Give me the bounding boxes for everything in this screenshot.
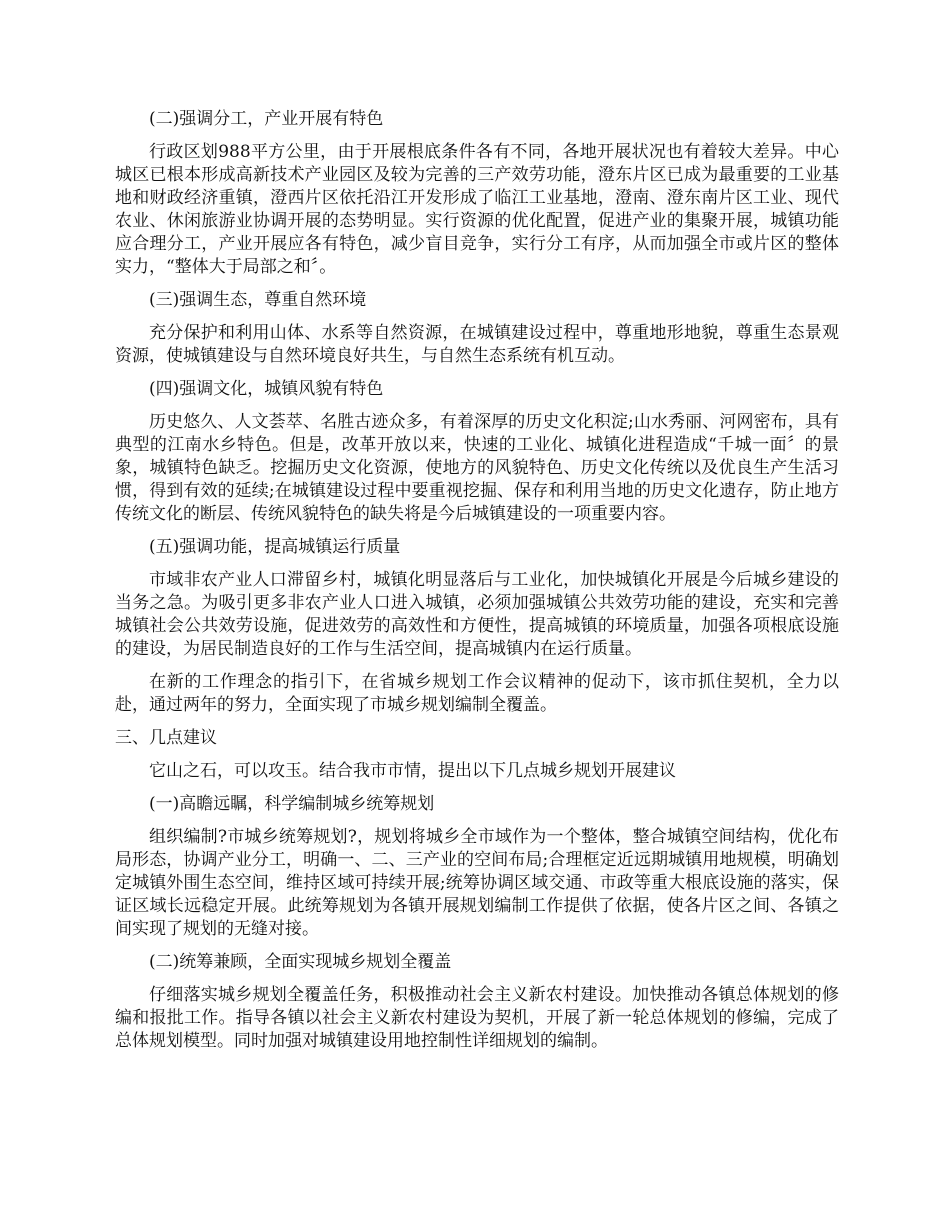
subheading-function: (五)强调功能，提高城镇运行质量 <box>149 537 401 557</box>
paragraph-coverage: 仔细落实城乡规划全覆盖任务，积极推动社会主义新农村建设。加快推动各镇总体规划的修编和报批工作。指导各镇以社会主义新农村建设为契机，开展了新一轮总体规划的修编，完成了总体规划模型。同时加强对城镇建设用地控制性详细规划的编制。 <box>115 985 839 1051</box>
paragraph-summary: 在新的工作理念的指引下，在省城乡规划工作会议精神的促动下，该市抓住契机，全力以赴，通过两年的努力，全面实现了市城乡规划编制全覆盖。 <box>115 672 839 715</box>
subheading-division-of-labor: (二)强调分工，产业开展有特色 <box>149 109 384 129</box>
document-page <box>115 108 839 1063</box>
paragraph-culture: 历史悠久、人文荟萃、名胜古迹众多，有着深厚的历史文化积淀;山水秀丽、河网密布，具有典型的江南水乡特色。但是，改革开放以来，快速的工业化、城镇化进程造成“千城一面〞的景象，城镇特色缺乏。挖掘历史文化资源，使地方的风貌特色、历史文化传统以及优良生产生活习惯，得到有效的延续;在城镇建设过程中要重视挖掘、保存和利用当地的历史文化遗存，防止地方传统文化的断层、传统风貌特色的缺失将是今后城镇建设的一项重要内容。 <box>115 412 839 524</box>
subheading-planning: (一)高瞻远瞩，科学编制城乡统筹规划 <box>149 794 435 814</box>
subheading-coverage: (二)统筹兼顾，全面实现城乡规划全覆盖 <box>149 952 452 972</box>
paragraph-intro-suggestions: 它山之石，可以攻玉。结合我市市情，提出以下几点城乡规划开展建议 <box>149 761 676 781</box>
paragraph-function: 市域非农产业人口滞留乡村，城镇化明显落后与工业化，加快城镇化开展是今后城乡建设的当务之急。为吸引更多非农产业人口进入城镇，必须加强城镇公共效劳功能的建设，充实和完善城镇社会公共效劳设施，促进效劳的高效性和方便性，提高城镇的环境质量，加强各项根底设施的建设，为居民制造良好的工作与生活空间，提高城镇内在运行质量。 <box>115 570 839 659</box>
subheading-culture: (四)强调文化，城镇风貌有特色 <box>149 379 384 399</box>
paragraph-industry: 行政区划988平方公里，由于开展根底条件各有不同，各地开展状况也有着较大差异。中心城区已根本形成高新技术产业园区及较为完善的三产效劳功能，澄东片区已成为最重要的工业基地和财政经济重镇，澄西片区依托沿江开发形成了临江工业基地，澄南、澄东南片区工业、现代农业、休闲旅游业协调开展的态势明显。实行资源的优化配置，促进产业的集聚开展，城镇功能应合理分工，产业开展应各有特色，减少盲目竞争，实行分工有序，从而加强全市或片区的整体实力，“整体大于局部之和〞。 <box>115 142 839 277</box>
paragraph-ecology: 充分保护和利用山体、水系等自然资源，在城镇建设过程中，尊重地形地貌，尊重生态景观资源，使城镇建设与自然环境良好共生，与自然生态系统有机互动。 <box>115 323 839 366</box>
subheading-ecology: (三)强调生态，尊重自然环境 <box>149 290 367 310</box>
paragraph-planning: 组织编制?市城乡统筹规划?，规划将城乡全市域作为一个整体，整合城镇空间结构，优化布局形态，协调产业分工，明确一、二、三产业的空间布局;合理框定近远期城镇用地规模，明确划定城镇外围生态空间，维持区域可持续开展;统筹协调区域交通、市政等重大根底设施的落实，保证区域长远稳定开展。此统筹规划为各镇开展规划编制工作提供了依据，使各片区之间、各镇之间实现了规划的无缝对接。 <box>115 827 839 939</box>
section-heading-suggestions: 三、几点建议 <box>115 728 217 748</box>
